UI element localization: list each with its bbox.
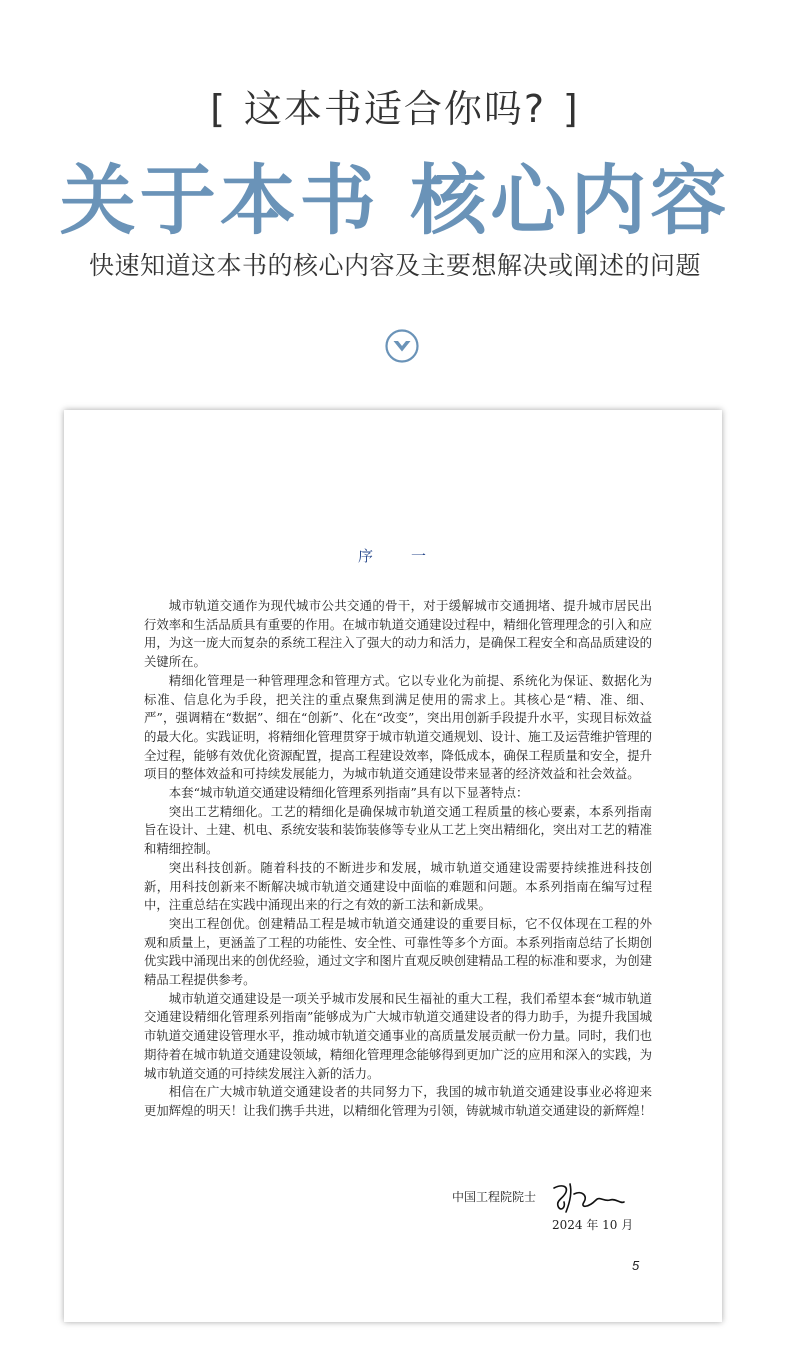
preface-body xyxy=(144,597,652,1121)
header-description: 快速知道这本书的核心内容及主要想解决或阐述的问题 xyxy=(88,251,701,280)
title-part-2: 核心内容 xyxy=(410,156,731,245)
handwritten-signature xyxy=(548,1178,628,1218)
preface-date: 2024 年 10 月 xyxy=(552,1218,634,1232)
book-page xyxy=(64,410,722,1322)
paragraph: 突出科技创新。随着科技的不断进步和发展，城市轨道交通建设需要持续推进科技创新，用科技创新来不断解决城市轨道交通建设中面临的难题和问题。本系列指南在编写过程中，注重总结在实践中涌现出来的行之有效的新工法和新成果。 xyxy=(144,859,652,913)
preface-title-char-2: 一 xyxy=(411,547,429,565)
preface-title-char-1: 序 xyxy=(357,547,375,565)
title-part-1: 关于本书 xyxy=(59,156,380,245)
paragraph: 突出工艺精细化。工艺的精细化是确保城市轨道交通工程质量的核心要素，本系列指南旨在设计、土建、机电、系统安装和装饰装修等专业从工艺上突出精细化，突出对工艺的精准和精细控制。 xyxy=(144,803,653,857)
paragraph: 精细化管理是一种管理理念和管理方式。它以专业化为前提、系统化为保证、数据化为标准、信息化为手段，把关注的重点聚焦到满足使用的需求上。其核心是“精、准、细、严”，强调精在“数据”、细在“创新”、化在“改变”，突出用创新手段提升水平，实现目标效益的最大化。实践证明，将精细化管理贯穿于城市轨道交通规划、设计、施工及运营维护管理的全过程，能够有效优化资源配置，提高工程建设效率，降低成本，确保工程质量和安全，提升项目的整体效益和可持续发展能力，为城市轨道交通建设带来显著的经济效益和社会效益。 xyxy=(144,672,653,782)
preface-title xyxy=(64,545,722,566)
signer-title: 中国工程院院士 xyxy=(452,1190,537,1204)
subtitle-text: 这本书适合你吗? xyxy=(243,87,547,131)
bracket-close: ] xyxy=(560,87,586,131)
chevron-down-circle-icon xyxy=(384,328,420,364)
paragraph: 城市轨道交通作为现代城市公共交通的骨干，对于缓解城市交通拥堵、提升城市居民出行效率和生活品质具有重要的作用。在城市轨道交通建设过程中，精细化管理理念的引入和应用，为这一庞大而复杂的系统工程注入了强大的动力和活力，是确保工程安全和高品质建设的关键所在。 xyxy=(144,598,653,670)
paragraph: 城市轨道交通建设是一项关乎城市发展和民生福祉的重大工程，我们希望本套“城市轨道交通建设精细化管理系列指南”能够成为广大城市轨道交通建设者的得力助手，为提升我国城市轨道交通建设管理水平，推动城市轨道交通事业的高质量发展贡献一份力量。同时，我们也期待着在城市轨道交通建设领域，精细化管理理念能够得到更加广泛的应用和深入的实践，为城市轨道交通的可持续发展注入新的活力。 xyxy=(144,990,653,1081)
page-number: 5 xyxy=(632,1258,640,1273)
paragraph: 本套“城市轨道交通建设精细化管理系列指南”具有以下显著特点： xyxy=(168,785,529,801)
paragraph: 相信在广大城市轨道交通建设者的共同努力下，我国的城市轨道交通建设事业必将迎来更加辉煌的明天！让我们携手共进，以精细化管理为引领，铸就城市轨道交通建设的新辉煌！ xyxy=(144,1084,653,1118)
bracket-open: [ xyxy=(204,87,230,131)
header-subtitle xyxy=(0,78,790,133)
header-title xyxy=(0,140,790,249)
paragraph: 突出工程创优。创建精品工程是城市轨道交通建设的重要目标，它不仅体现在工程的外观和质量上，更涵盖了工程的功能性、安全性、可靠性等多个方面。本系列指南总结了长期创优实践中涌现出来的创优经验，通过文字和图片直观反映创建精品工程的标准和要求，为创建精品工程提供参考。 xyxy=(144,915,653,988)
